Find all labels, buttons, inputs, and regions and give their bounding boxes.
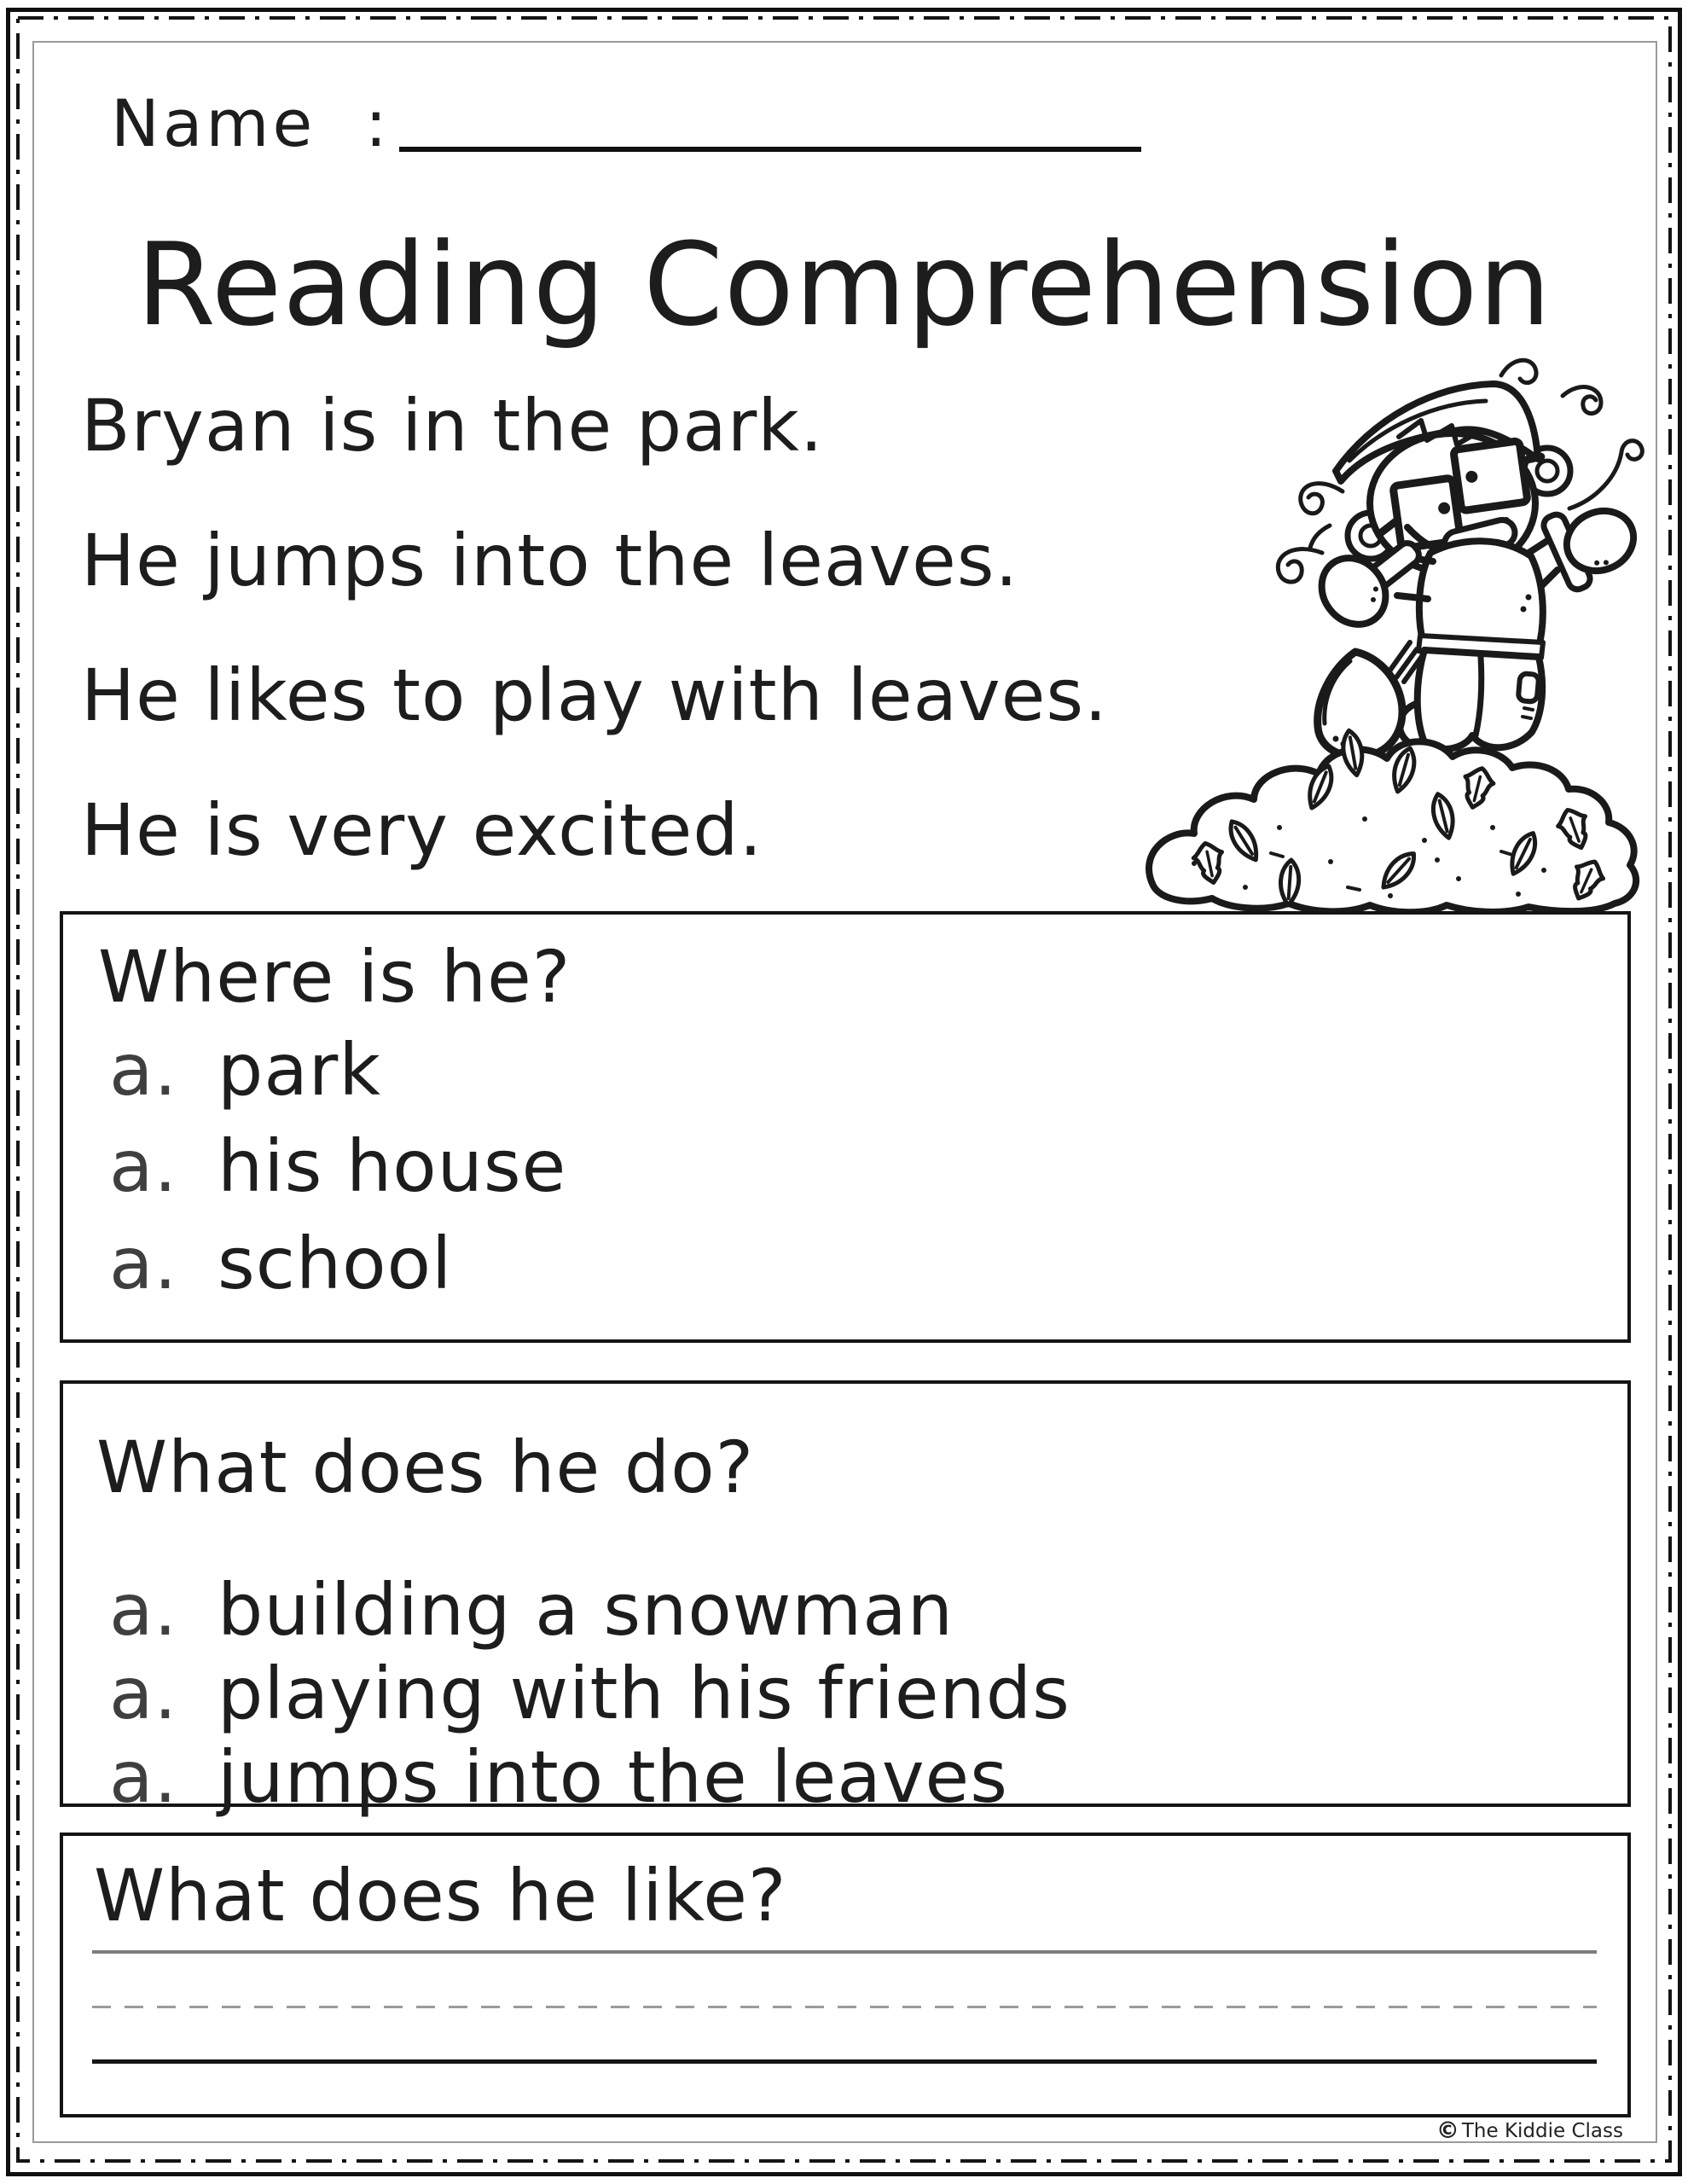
pants xyxy=(1418,650,1542,749)
option-text: school xyxy=(218,1222,453,1305)
option-text: jumps into the leaves xyxy=(218,1735,1008,1819)
option-text: park xyxy=(218,1028,381,1112)
answer-option[interactable] xyxy=(109,1735,1008,1819)
option-text: playing with his friends xyxy=(218,1652,1070,1735)
writing-line-top xyxy=(92,1950,1597,1954)
question-2-prompt: What does he do? xyxy=(96,1426,755,1509)
brand-logo xyxy=(1436,2117,1623,2144)
name-colon: : xyxy=(365,85,387,161)
boy-jumping-into-leaves-illustration xyxy=(1143,341,1655,921)
option-letter: a. xyxy=(109,1028,178,1112)
writing-line-dashed-middle xyxy=(92,2006,1597,2008)
option-letter: a. xyxy=(109,1124,178,1208)
option-letter: a. xyxy=(109,1652,178,1735)
passage-line: He is very excited. xyxy=(81,788,763,872)
hair-curl-icon xyxy=(1501,360,1536,382)
passage-line: He jumps into the leaves. xyxy=(81,519,1019,602)
question-1-prompt: Where is he? xyxy=(98,935,571,1019)
answer-option[interactable] xyxy=(109,1028,381,1112)
option-letter: a. xyxy=(109,1568,178,1652)
passage-line: He likes to play with leaves. xyxy=(81,653,1108,737)
name-label: Name xyxy=(111,85,316,161)
answer-option[interactable] xyxy=(109,1568,954,1652)
answer-option[interactable] xyxy=(109,1652,1070,1735)
option-text: his house xyxy=(218,1124,567,1208)
answer-option[interactable] xyxy=(109,1124,566,1208)
reading-passage xyxy=(81,358,1108,897)
option-letter: a. xyxy=(109,1735,178,1819)
leaf-pile xyxy=(1149,729,1636,913)
name-input-line[interactable] xyxy=(399,147,1141,152)
option-letter: a. xyxy=(109,1222,178,1305)
brand-name: The Kiddie Class xyxy=(1461,2119,1623,2142)
question-3-prompt: What does he like? xyxy=(94,1854,787,1937)
page-title: Reading Comprehension xyxy=(136,218,1552,351)
pocket xyxy=(1518,673,1540,702)
shirt xyxy=(1418,541,1543,658)
answer-option[interactable] xyxy=(109,1222,452,1305)
option-text: building a snowman xyxy=(218,1568,954,1652)
writing-line-bottom xyxy=(92,2059,1597,2064)
passage-line: Bryan is in the park. xyxy=(81,384,824,468)
copyright-icon: © xyxy=(1436,2117,1459,2144)
